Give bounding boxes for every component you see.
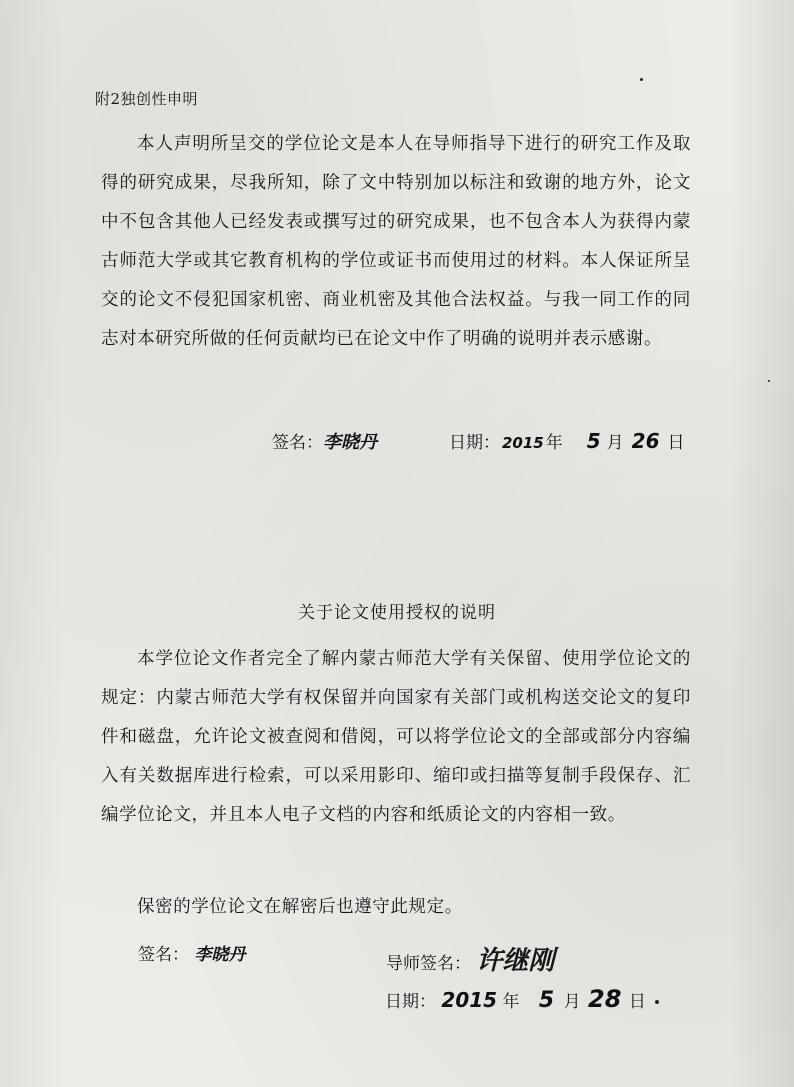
scan-speck bbox=[655, 1000, 659, 1004]
sign-label: 签名： bbox=[138, 945, 189, 965]
day-unit: 日 bbox=[628, 992, 646, 1012]
day-unit: 日 bbox=[667, 433, 685, 453]
author-signature: 李晓丹 bbox=[194, 945, 246, 965]
author-signature: 李晓丹 bbox=[323, 432, 377, 453]
date-label: 日期： bbox=[385, 992, 436, 1012]
year-unit: 年 bbox=[545, 433, 563, 453]
date-day: 28 bbox=[588, 985, 622, 1013]
authorization-title: 关于论文使用授权的说明 bbox=[298, 603, 496, 623]
year-unit: 年 bbox=[502, 992, 520, 1012]
confidential-note: 保密的学位论文在解密后也遵守此规定。 bbox=[137, 897, 463, 917]
date-label: 日期： bbox=[449, 433, 500, 453]
originality-signature-line bbox=[272, 428, 692, 454]
date-day: 26 bbox=[631, 429, 660, 453]
sign-label: 签名： bbox=[272, 433, 323, 453]
originality-statement: 本人声明所呈交的学位论文是本人在导师指导下进行的研究工作及取得的研究成果，尽我所知，除了文中特别加以标注和致谢的地方外，论文中不包含其他人已经发表或撰写过的研究成果，也不包含本人为获得内蒙古师范大学或其它教育机构的学位或证书而使用过的材料。本人保证所呈交的论文不侵犯国家机密、商业机密及其他合法权益。与我一同工作的同志对本研究所做的任何贡献均已在论文中作了明确的说明并表示感谢。 bbox=[101, 134, 691, 349]
month-unit: 月 bbox=[563, 992, 581, 1012]
advisor-signature: 许继刚 bbox=[476, 946, 555, 976]
date-month: 5 bbox=[538, 988, 555, 1013]
scan-speck bbox=[640, 78, 643, 81]
advisor-sign-label: 导师签名： bbox=[386, 954, 471, 974]
date-year: 2015 bbox=[441, 988, 498, 1012]
author-signature-block bbox=[138, 940, 245, 965]
date-month: 5 bbox=[586, 429, 601, 453]
authorization-statement: 本学位论文作者完全了解内蒙古师范大学有关保留、使用学位论文的规定：内蒙古师范大学有权保留并向国家有关部门或机构送交论文的复印件和磁盘，允许论文被查阅和借阅，可以将学位论文的全部或部分内容编入有关数据库进行检索，可以采用影印、缩印或扫描等复制手段保存、汇编学位论文，并且本人电子文档的内容和纸质论文的内容相一致。 bbox=[101, 649, 691, 825]
scan-speck bbox=[768, 380, 770, 382]
date-year: 2015 bbox=[502, 434, 544, 452]
month-unit: 月 bbox=[606, 433, 624, 453]
authorization-date bbox=[385, 985, 646, 1013]
appendix-heading: 附2独创性申明 bbox=[95, 90, 199, 108]
advisor-signature-block bbox=[386, 940, 554, 977]
